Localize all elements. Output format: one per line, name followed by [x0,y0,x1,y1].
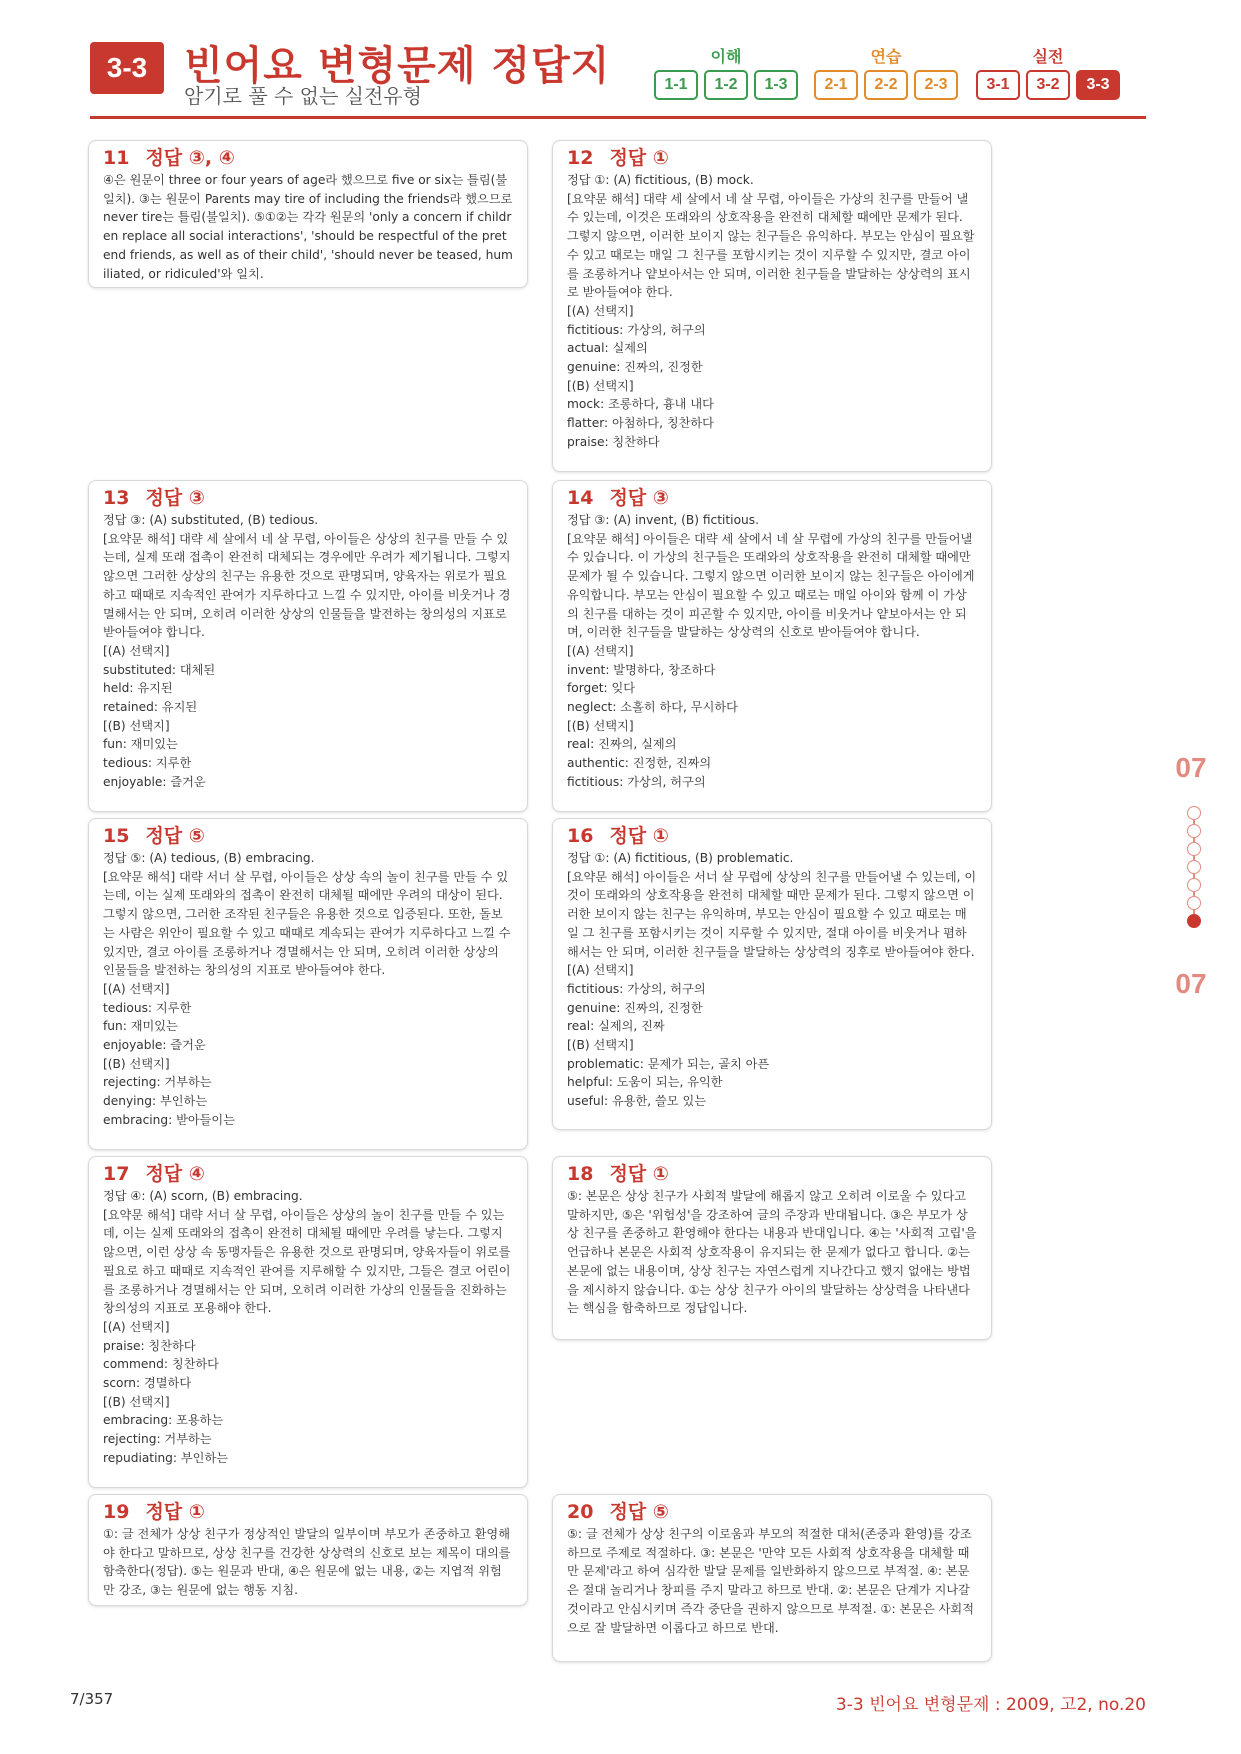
answer-explanation: 정답 ①: (A) fictitious, (B) mock. [요약문 해석] 대략 세 살에서 네 살 무렵, 아이들은 가상의 친구를 만들어 낼 수 있는데, 이것은 또래와의 상호작용을 완전히 대체할 때에만 문제가 된다. 그렇지 않으면, 이러한 보이지 않는 친구들은 유익하다. 부모는 안심이 필요할 수 있고 때로는 매일 그 친구를 포함시키는 것이 지루할 수 있지만, 결코 아이를 조롱하거나 얕보아서는 안 되며, 이러한 친구들을 발달하는 상상력의 표시로 받아들여야 한다. [(A) 선택지] fictitious: 가상의, 허구의 actual: 실제의 genuine: 진짜의, 진정한 [(B) 선택지] mock: 조롱하다, 흉내 내다 flatter: 아첨하다, 칭찬하다 praise: 칭찬하다 [567,173,975,449]
answer-card-16 [552,818,992,1130]
step-3-2-button[interactable]: 3-2 [1026,70,1070,100]
step-1-1-button[interactable]: 1-1 [654,70,698,100]
answer-explanation: ④은 원문이 three or four years of age라 했으므로 five or six는 틀림(불일치). ③는 원문이 Parents may tire of including the friends라 했으므로 never tire는 틀림(불일치). ⑤①②는 각각 원문의 'only a concern if children replace all social interactions', 'should be respectful of the pretend friends, as well as of their child', 'should never be teased, humiliated, or ridiculed'와 일치. [103,173,517,281]
group-label-practice: 연습 [870,47,902,66]
answer-label: 정답 ③ [145,487,205,509]
answer-number: 16 [567,825,594,847]
progress-dot[interactable] [1187,824,1201,838]
page-subtitle: 암기로 풀 수 없는 실전유형 [184,84,422,108]
answer-label: 정답 ① [609,1163,669,1185]
side-page-number-bottom: 07 [1175,968,1207,999]
answer-label: 정답 ③, ④ [145,147,235,169]
group-label-understand: 이해 [710,47,742,66]
answer-label: 정답 ① [609,825,669,847]
page-title: 빈어요 변형문제 정답지 [184,43,611,89]
answer-number: 17 [103,1163,130,1185]
header-divider [90,116,1146,119]
group-label-real: 실전 [1032,47,1064,66]
answer-explanation: 정답 ⑤: (A) tedious, (B) embracing. [요약문 해석] 대략 서너 살 무렵, 아이들은 상상 속의 놀이 친구를 만들 수 있는데, 이는 실제 또래와의 접촉이 완전히 대체될 때에만 우려의 대상이 된다. 그렇지 않으면, 그러한 조작된 친구들은 유용한 것으로 입증된다. 또한, 돌보는 사람은 위안이 필요할 수 있고 때때로 계속되는 관여가 지루하다고 느낄 수 있지만, 결코 아이를 조롱하거나 경멸해서는 안 되며, 오히려 이러한 상상의 인물들을 발전하는 창의성의 지표로 받아들여야 한다. [(A) 선택지] tedious: 지루한 fun: 재미있는 enjoyable: 즐거운 [(B) 선택지] rejecting: 거부하는 denying: 부인하는 embracing: 받아들이는 [103,851,511,1127]
answer-card-17 [88,1156,528,1488]
step-2-3-button[interactable]: 2-3 [914,70,958,100]
answer-card-18 [552,1156,992,1340]
answer-label: 정답 ③ [609,487,669,509]
side-page-number-top: 07 [1175,752,1207,783]
step-1-3-button[interactable]: 1-3 [754,70,798,100]
answer-explanation: 정답 ④: (A) scorn, (B) embracing. [요약문 해석] 대략 서너 살 무렵, 아이들은 상상의 놀이 친구를 만들 수 있는데, 이는 실제 또래와의 접촉이 완전히 대체될 때에만 우려를 낳는다. 그렇지 않으면, 이런 상상 속 동맹자들은 유용한 것으로 판명되며, 양육자들이 위로를 필요로 하고 때때로 지속적인 관여를 지루해할 수 있지만, 그들은 결코 어린이를 조롱하거나 경멸해서는 안 되며, 오히려 이러한 가상의 인물들을 진화하는 창의성의 지표로 포용해야 한다. [(A) 선택지] praise: 칭찬하다 commend: 칭찬하다 scorn: 경멸하다 [(B) 선택지] embracing: 포용하는 rejecting: 거부하는 repudiating: 부인하는 [103,1189,511,1465]
answer-card-15 [88,818,528,1150]
answer-explanation: ⑤: 글 전체가 상상 친구의 이로움과 부모의 적절한 대처(존중과 환영)를 강조하므로 주제로 적절하다. ③: 본문은 '만약 모든 사회적 상호작용을 대체할 때만 문제'라고 하여 심각한 발달 문제를 일반화하지 않으므로 부적절. ④: 본문은 절대 놀리거나 창피를 주지 말라고 하므로 반대. ②: 본문은 단계가 지나갈 것이라고 안심시키며 즉각 중단을 권하지 않으므로 부적절. ①: 본문은 사회적으로 잘 발달하면 이롭다고 하므로 반대. [567,1527,974,1635]
answer-number: 11 [103,147,130,169]
progress-dot[interactable] [1187,896,1201,910]
answer-number: 13 [103,487,130,509]
answer-explanation: 정답 ③: (A) invent, (B) fictitious. [요약문 해석] 아이들은 대략 세 살에서 네 살 무렵에 가상의 친구를 만들어낼 수 있습니다. 이 가상의 친구들은 또래와의 상호작용을 완전히 대체할 때에만 문제가 될 수 있습니다. 그렇지 않으면 이러한 보이지 않는 친구들은 아이에게 유익합니다. 부모는 안심이 필요할 수 있고 때로는 매일 아이와 함께 이 가상의 친구를 대하는 것이 피곤할 수 있지만, 아이를 비웃거나 얕보아서는 안 되며, 이러한 친구들을 발달하는 상상력의 신호로 받아들여야 합니다. [(A) 선택지] invent: 발명하다, 창조하다 forget: 잊다 neglect: 소홀히 하다, 무시하다 [(B) 선택지] real: 진짜의, 실제의 authentic: 진정한, 진짜의 fictitious: 가상의, 허구의 [567,513,975,789]
answer-label: 정답 ④ [145,1163,205,1185]
progress-dot-active[interactable] [1187,914,1201,928]
answer-card-11 [88,140,528,288]
answer-card-13 [88,480,528,812]
answer-number: 12 [567,147,594,169]
answer-card-19 [88,1494,528,1606]
answer-label: 정답 ① [145,1501,205,1523]
footer-source: 3-3 빈어요 변형문제 : 2009, 고2, no.20 [835,1695,1146,1715]
answer-label: 정답 ① [609,147,669,169]
progress-dot[interactable] [1187,860,1201,874]
answer-explanation: ①: 글 전체가 상상 친구가 정상적인 발달의 일부이며 부모가 존중하고 환영해야 한다고 말하므로, 상상 친구를 건강한 상상력의 신호로 보는 제목이 대의를 함축한다(정답). ⑤는 원문과 반대, ④은 원문에 없는 내용, ②는 지엽적 위험만 강조, ③는 원문에 없는 행동 지침. [103,1527,515,1598]
page-progress-dots [1182,806,1206,928]
answer-label: 정답 ⑤ [609,1501,669,1523]
progress-dot[interactable] [1187,842,1201,856]
progress-dot[interactable] [1187,878,1201,892]
answer-number: 18 [567,1163,594,1185]
step-3-3-button[interactable]: 3-3 [1076,70,1120,100]
page-number: 7/357 [70,1690,114,1708]
answer-number: 20 [567,1501,594,1523]
answer-number: 19 [103,1501,130,1523]
answer-card-12 [552,140,992,472]
answer-number: 14 [567,487,594,509]
answer-number: 15 [103,825,130,847]
answer-card-14 [552,480,992,812]
answer-explanation: 정답 ③: (A) substituted, (B) tedious. [요약문 해석] 대략 세 살에서 네 살 무렵, 아이들은 상상의 친구를 만들 수 있는데, 실제 또래 접촉이 완전히 대체되는 경우에만 우려가 제기됩니다. 그렇지 않으면 그러한 상상의 친구는 유용한 것으로 판명되며, 양육자는 위로가 필요하고 때때로 지속적인 관여가 지루하다고 느낄 수 있지만, 아이를 비웃거나 경멸해서는 안 되며, 오히려 이러한 상상의 인물들을 발전하는 창의성의 지표로 받아들여야 합니다. [(A) 선택지] substituted: 대체된 held: 유지된 retained: 유지된 [(B) 선택지] fun: 재미있는 tedious: 지루한 enjoyable: 즐거운 [103,513,511,789]
section-badge: 3-3 [90,42,164,94]
answer-explanation: ⑤: 본문은 상상 친구가 사회적 발달에 해롭지 않고 오히려 이로울 수 있다고 말하지만, ⑤은 '위험성'을 강조하여 글의 주장과 반대됩니다. ③은 부모가 상상 친구를 존중하고 환영해야 한다는 내용과 반대입니다. ④는 '사회적 고립'을 언급하나 본문은 사회적 상호작용이 유지되는 한 문제가 없다고 합니다. ②는 본문에 없는 내용이며, 상상 친구는 자연스럽게 지나간다고 했지 없애는 방법을 제시하지 않습니다. ①는 상상 친구가 아이의 발달하는 상상력을 나타낸다는 핵심을 함축하므로 정답입니다. [567,1189,981,1316]
answer-label: 정답 ⑤ [145,825,205,847]
step-2-1-button[interactable]: 2-1 [814,70,858,100]
progress-dot[interactable] [1187,806,1201,820]
step-1-2-button[interactable]: 1-2 [704,70,748,100]
answer-card-20 [552,1494,992,1662]
step-3-1-button[interactable]: 3-1 [976,70,1020,100]
step-2-2-button[interactable]: 2-2 [864,70,908,100]
answer-explanation: 정답 ①: (A) fictitious, (B) problematic. [요약문 해석] 아이들은 서너 살 무렵에 상상의 친구를 만들어낼 수 있는데, 이것이 또래와의 상호작용을 완전히 대체할 때만 문제가 된다. 그렇지 않으면 이러한 보이지 않는 친구는 유익하며, 부모는 안심이 필요할 수 있고 때로는 매일 그 친구를 포함시키는 것이 지루할 수 있지만, 절대 아이를 비웃거나 폄하해서는 안 되며, 이러한 친구들을 발달하는 상상력의 징후로 받아들여야 한다. [(A) 선택지] fictitious: 가상의, 허구의 genuine: 진짜의, 진정한 real: 실제의, 진짜 [(B) 선택지] problematic: 문제가 되는, 골치 아픈 helpful: 도움이 되는, 유익한 useful: 유용한, 쓸모 있는 [567,851,977,1109]
